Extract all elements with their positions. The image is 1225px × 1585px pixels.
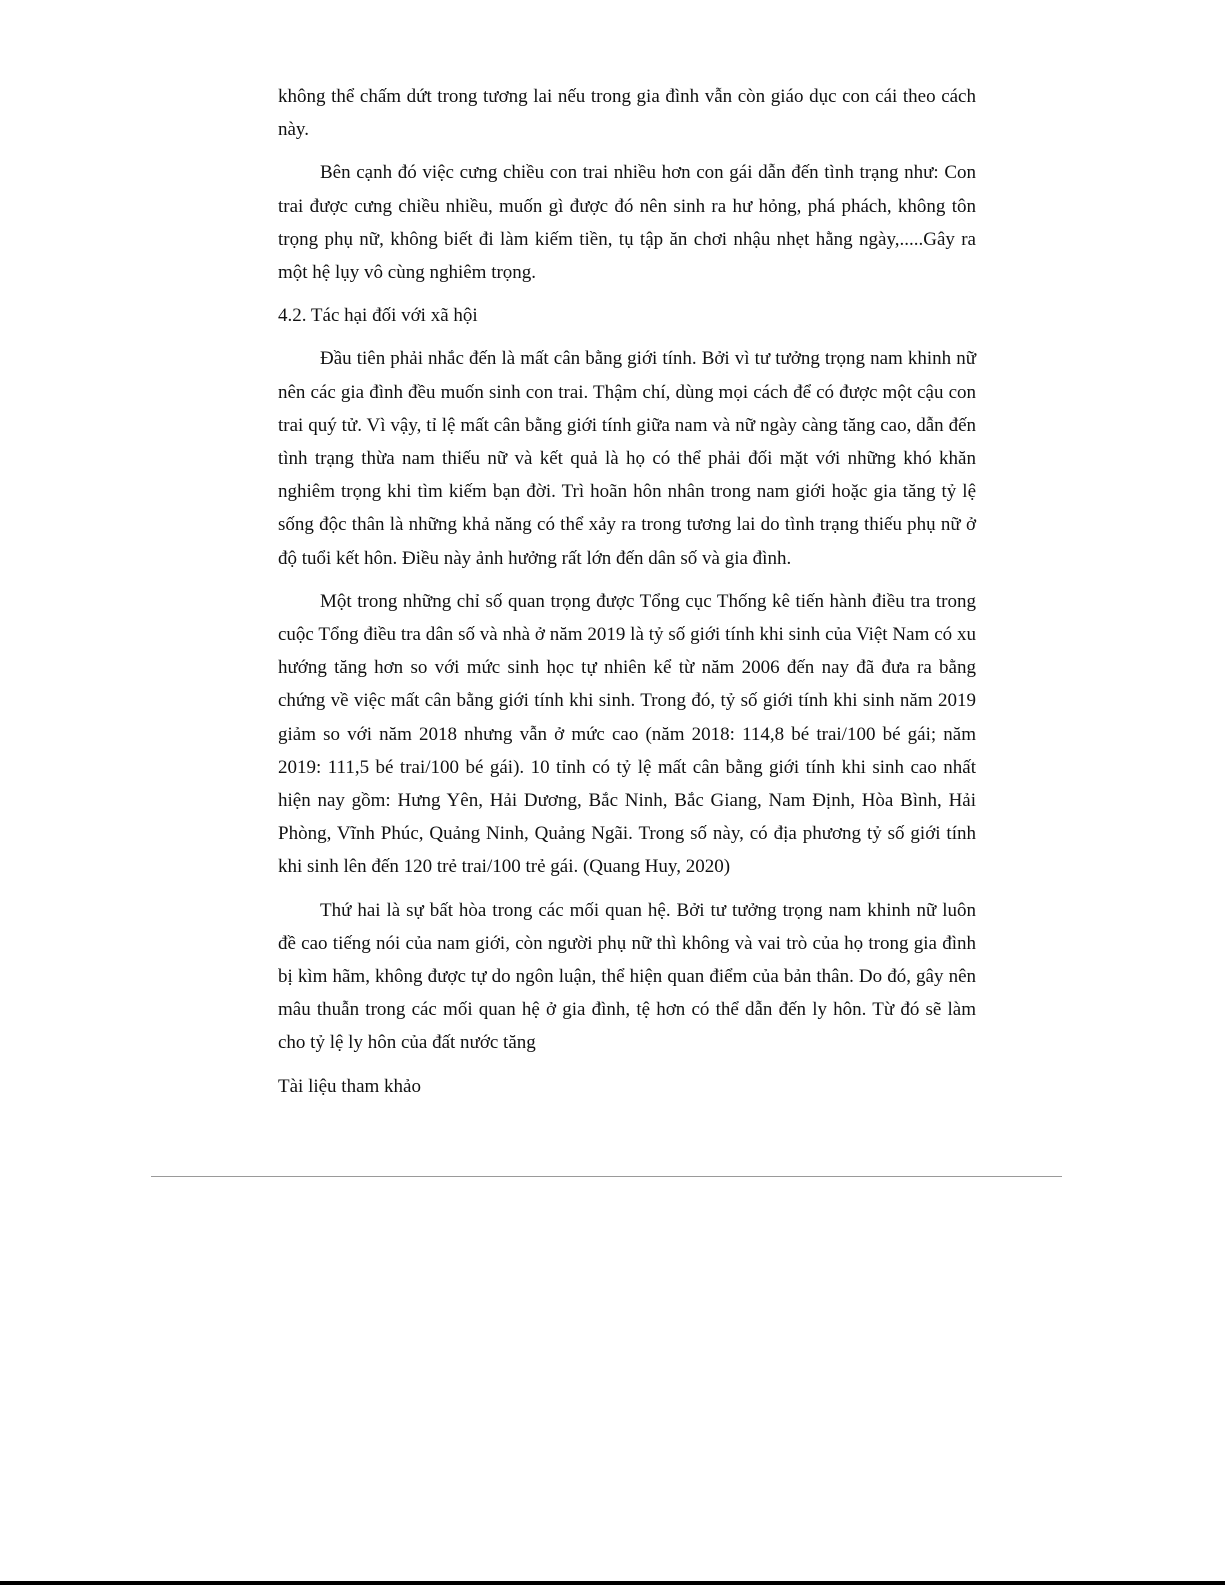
paragraph-relationship-conflict: Thứ hai là sự bất hòa trong các mối quan hệ. Bởi tư tưởng trọng nam khinh nữ luôn đề cao tiếng nói của nam giới, còn người phụ nữ thì không và vai trò của họ trong gia đình bị kìm hãm, không được tự do ngôn luận, thể hiện quan điểm của bản thân. Do đó, gây nên mâu thuẫn trong các mối quan hệ ở gia đình, tệ hơn có thể dẫn đến ly hôn. Từ đó sẽ làm cho tỷ lệ ly hôn của đất nước tăng: [278, 899, 976, 1054]
section-heading: 4.2. Tác hại đối với xã hội: [278, 305, 478, 327]
page-divider: [151, 1176, 1062, 1177]
references-heading: Tài liệu tham khảo: [278, 1075, 421, 1097]
page-bottom-edge: [0, 1581, 1225, 1585]
paragraph-continuation: không thể chấm dứt trong tương lai nếu trong gia đình vẫn còn giáo dục con cái theo cách này.: [278, 86, 976, 141]
paragraph-son-favoritism: Bên cạnh đó việc cưng chiều con trai nhiều hơn con gái dẫn đến tình trạng như: Con trai được cưng chiều nhiều, muốn gì được đó nên sinh ra hư hỏng, phá phách, không tôn trọng phụ nữ, không biết đi làm kiếm tiền, tụ tập ăn chơi nhậu nhẹt hằng ngày,.....Gây ra một hệ lụy vô cùng nghiêm trọng.: [278, 162, 976, 284]
document-body: [278, 80, 976, 1113]
paragraph-gender-imbalance: Đầu tiên phải nhắc đến là mất cân bằng giới tính. Bởi vì tư tưởng trọng nam khinh nữ nên các gia đình đều muốn sinh con trai. Thậm chí, dùng mọi cách để có được một cậu con trai quý tử. Vì vậy, tỉ lệ mất cân bằng giới tính giữa nam và nữ ngày càng tăng cao, dẫn đến tình trạng thừa nam thiếu nữ và kết quả là họ có thể phải đối mặt với những khó khăn nghiêm trọng khi tìm kiếm bạn đời. Trì hoãn hôn nhân trong nam giới hoặc gia tăng tỷ lệ sống độc thân là những khả năng có thể xảy ra trong tương lai do tình trạng thiếu phụ nữ ở độ tuổi kết hôn. Điều này ảnh hưởng rất lớn đến dân số và gia đình.: [278, 348, 976, 569]
paragraph-statistics: Một trong những chỉ số quan trọng được Tổng cục Thống kê tiến hành điều tra trong cuộc Tổng điều tra dân số và nhà ở năm 2019 là tỷ số giới tính khi sinh của Việt Nam có xu hướng tăng hơn so với mức sinh học tự nhiên kể từ năm 2006 đến nay đã đưa ra bằng chứng về việc mất cân bằng giới tính khi sinh. Trong đó, tỷ số giới tính khi sinh năm 2019 giảm so với năm 2018 nhưng vẫn ở mức cao (năm 2018: 114,8 bé trai/100 bé gái; năm 2019: 111,5 bé trai/100 bé gái). 10 tỉnh có tỷ lệ mất cân bằng giới tính khi sinh cao nhất hiện nay gồm: Hưng Yên, Hải Dương, Bắc Ninh, Bắc Giang, Nam Định, Hòa Bình, Hải Phòng, Vĩnh Phúc, Quảng Ninh, Quảng Ngãi. Trong số này, có địa phương tỷ số giới tính khi sinh lên đến 120 trẻ trai/100 trẻ gái. (Quang Huy, 2020): [278, 590, 976, 878]
